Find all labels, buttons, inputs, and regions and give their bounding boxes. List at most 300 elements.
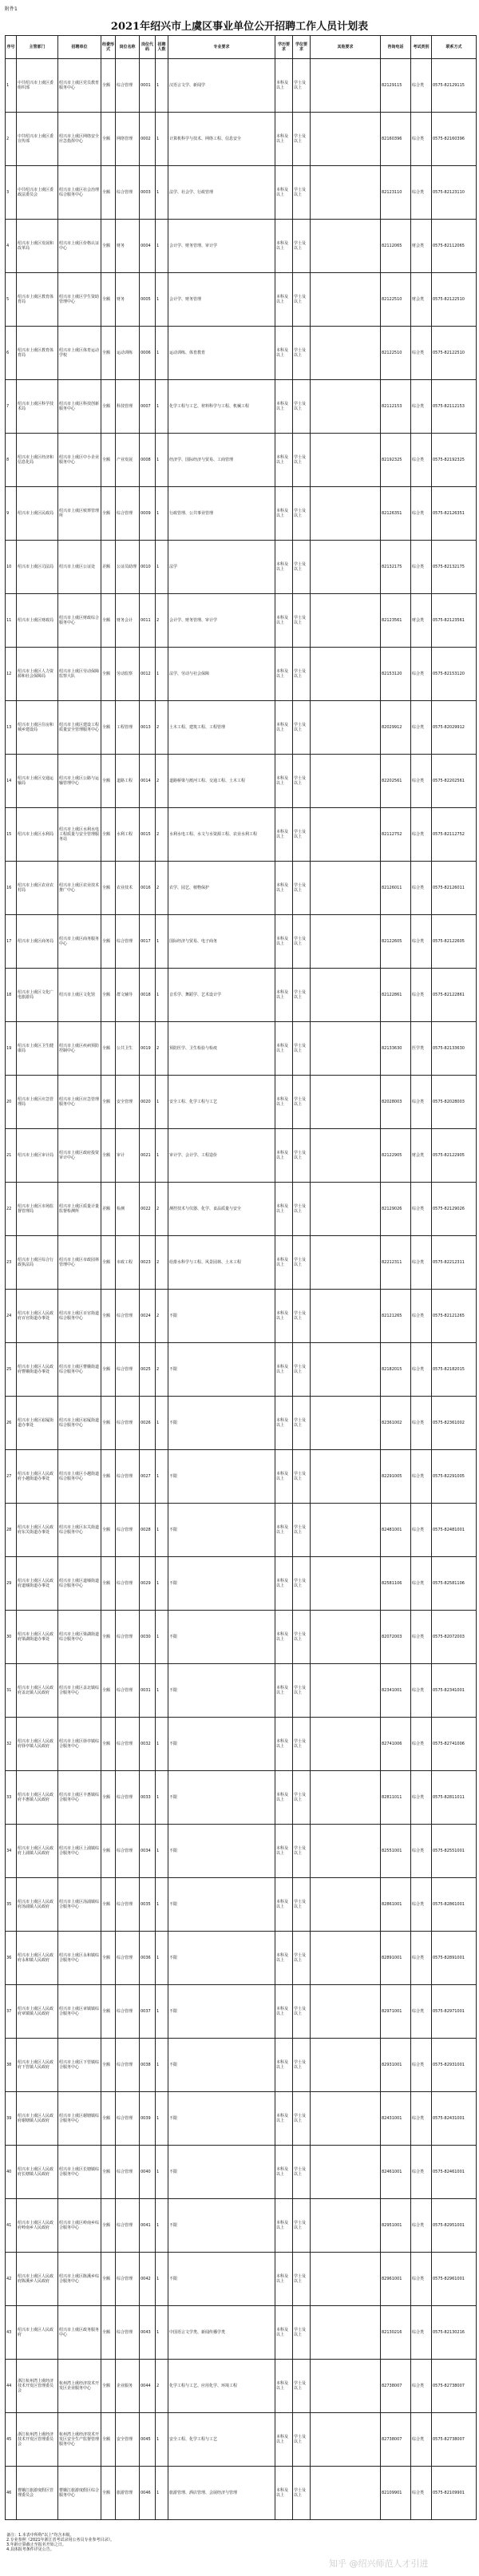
cell-unit: 绍兴市上虞区殡葬管理所 [58,487,101,541]
cell-phone: 82738007 [381,2360,411,2413]
table-row [6,327,477,380]
cell-contact: 0575-82130216 [432,2306,477,2360]
table-row [6,1397,477,1450]
cell-contact: 0575-82461001 [432,2146,477,2199]
cell-post: 综合管理 [116,2039,140,2092]
cell-cat: 综合类 [411,380,432,434]
table-row [6,808,477,862]
cell-code: 0027 [140,1450,156,1504]
cell-code: 0026 [140,1397,156,1450]
cell-edu: 本科及以上 [275,1450,293,1504]
cell-other [311,915,381,969]
cell-cat: 综合类 [411,701,432,755]
cell-cat: 综合类 [411,2253,432,2306]
cell-no: 7 [6,380,17,434]
table-row [6,969,477,1022]
cell-phone: 82072003 [381,1611,411,1664]
cell-code: 0009 [140,487,156,541]
cell-num: 1 [156,2467,168,2520]
cell-num: 2 [156,594,168,648]
cell-num: 1 [156,1504,168,1557]
watermark: 知乎 @绍兴师范人才引进 [329,2558,429,2569]
cell-unit: 绍兴市上虞区曹娥街道综合服务中心 [58,1343,101,1397]
table-row [6,1718,477,1771]
cell-no: 21 [6,1129,17,1183]
cell-degree: 学士及以上 [293,2146,311,2199]
cell-unit: 绍兴市上虞区财政综合服务中心 [58,594,101,648]
cell-code: 0012 [140,648,156,701]
cell-degree: 学士及以上 [293,1771,311,1825]
cell-dept: 绍兴市上虞区农业农村局 [17,862,58,915]
cell-major: 法学 [168,541,275,594]
cell-major: 不限 [168,2092,275,2146]
cell-unit: 绍兴市上虞区丰惠镇综合服务中心 [58,1771,101,1825]
cell-unit: 绍兴市上虞区陈溪乡综合服务中心 [58,2253,101,2306]
table-row [6,166,477,220]
cell-unit: 绍兴市上虞区谢塘镇综合服务中心 [58,2092,101,2146]
cell-unit: 绍兴市上虞区体育运动学校 [58,327,101,380]
cell-cat: 综合类 [411,1504,432,1557]
cell-dept: 绍兴市上虞区综合行政执法局 [17,1236,58,1290]
cell-unit: 绍兴市上虞区学生资助管理中心 [58,273,101,327]
cell-unit: 绍兴市上虞区东关街道综合服务中心 [58,1504,101,1557]
table-row [6,434,477,487]
cell-major: 不限 [168,1397,275,1450]
cell-num: 1 [156,1076,168,1129]
cell-degree: 学士及以上 [293,1932,311,1985]
table-row [6,1825,477,1878]
cell-edu: 本科及以上 [275,1343,293,1397]
cell-phone: 82123110 [381,166,411,220]
cell-dept: 绍兴市上虞区商务局 [17,915,58,969]
cell-degree: 学士及以上 [293,2360,311,2413]
cell-contact: 0575-82109901 [432,2467,477,2520]
cell-post: 综合管理 [116,1611,140,1664]
cell-post: 公共卫生 [116,1022,140,1076]
cell-num: 1 [156,380,168,434]
cell-major: 不限 [168,1504,275,1557]
cell-code: 0046 [140,2467,156,2520]
table-row [6,1290,477,1343]
cell-phone: 82122510 [381,327,411,380]
table-row [6,2253,477,2306]
cell-degree: 学士及以上 [293,1825,311,1878]
column-header: 专业要求 [168,36,275,59]
cell-fund: 差额 [101,1183,116,1236]
cell-no: 3 [6,166,17,220]
table-row [6,220,477,273]
cell-major: 不限 [168,1985,275,2039]
cell-other [311,1825,381,1878]
cell-other [311,1771,381,1825]
table-row [6,1022,477,1076]
cell-contact: 0575-82341001 [432,1664,477,1718]
cell-unit: 绍兴市上虞区长塘镇综合服务中心 [58,2146,101,2199]
cell-major: 安全工程、化学工程与工艺 [168,1076,275,1129]
table-row [6,594,477,648]
cell-unit: 绍兴市上虞区下管镇综合服务中心 [58,2039,101,2092]
cell-code: 0015 [140,808,156,862]
cell-edu: 本科及以上 [275,166,293,220]
cell-phone: 82129115 [381,59,411,113]
cell-cat: 综合类 [411,2413,432,2467]
cell-phone: 82112752 [381,808,411,862]
cell-other [311,1611,381,1664]
cell-major: 旅游管理、酒店管理、会展经济与管理 [168,2467,275,2520]
cell-cat: 综合类 [411,1825,432,1878]
cell-other [311,1718,381,1771]
cell-fund: 全额 [101,969,116,1022]
cell-post: 综合管理 [116,2146,140,2199]
cell-code: 0024 [140,1290,156,1343]
cell-fund: 全额 [101,1343,116,1397]
cell-degree: 学士及以上 [293,1557,311,1611]
cell-contact: 0575-82581106 [432,1557,477,1611]
cell-contact: 0575-82212311 [432,1236,477,1290]
cell-fund: 全额 [101,59,116,113]
cell-dept: 绍兴市上虞区人民政府驿亭镇人民政府 [17,1718,58,1771]
cell-post: 综合管理 [116,1397,140,1450]
cell-major: 中国语言文学类、新闻传播学类 [168,2306,275,2360]
cell-degree: 学士及以上 [293,2413,311,2467]
cell-other [311,1183,381,1236]
column-header: 学历要求 [275,36,293,59]
cell-code: 0035 [140,1878,156,1932]
cell-unit: 绍兴市上虞区上浦镇综合服务中心 [58,1825,101,1878]
cell-dept: 绍兴市上虞区交通运输局 [17,755,58,808]
cell-unit: 绍兴市上虞区社会治理综合服务中心 [58,166,101,220]
cell-degree: 学士及以上 [293,1504,311,1557]
cell-phone: 82551001 [381,1825,411,1878]
cell-phone: 82431001 [381,2092,411,2146]
cell-cat: 综合类 [411,434,432,487]
cell-post: 群文辅导 [116,969,140,1022]
table-row [6,862,477,915]
cell-other [311,487,381,541]
cell-contact: 0575-82123110 [432,166,477,220]
cell-post: 产业发展 [116,434,140,487]
cell-unit: 绍兴市上虞区崧厦街道综合服务中心 [58,1397,101,1450]
cell-unit: 绍兴市上虞区公证处 [58,541,101,594]
cell-major: 不限 [168,1343,275,1397]
cell-dept: 绍兴市上虞区应急管理局 [17,1076,58,1129]
cell-post: 企业服务 [116,2360,140,2413]
cell-fund: 全额 [101,701,116,755]
cell-degree: 学士及以上 [293,434,311,487]
cell-unit: 绍兴市上虞区百官街道综合服务中心 [58,1290,101,1343]
column-header: 其他要求 [311,36,381,59]
cell-major: 不限 [168,1664,275,1718]
cell-contact: 0575-82811011 [432,1771,477,1825]
cell-contact: 0575-82153120 [432,648,477,701]
table-row [6,648,477,701]
cell-no: 6 [6,327,17,380]
cell-post: 综合管理 [116,166,140,220]
cell-cat: 综合类 [411,862,432,915]
cell-edu: 本科及以上 [275,1290,293,1343]
cell-no: 35 [6,1878,17,1932]
cell-edu: 本科及以上 [275,273,293,327]
cell-fund: 全额 [101,1611,116,1664]
cell-fund: 全额 [101,1557,116,1611]
cell-contact: 0575-82133630 [432,1022,477,1076]
cell-other [311,1076,381,1129]
cell-code: 0022 [140,1183,156,1236]
cell-no: 43 [6,2306,17,2360]
cell-no: 32 [6,1718,17,1771]
cell-dept: 绍兴市上虞区人民政府汤浦镇人民政府 [17,1878,58,1932]
cell-num: 1 [156,1932,168,1985]
cell-other [311,808,381,862]
cell-major: 不限 [168,1611,275,1664]
cell-post: 公证员助理 [116,541,140,594]
cell-post: 综合管理 [116,487,140,541]
cell-cat: 综合类 [411,327,432,380]
cell-phone: 82123561 [381,594,411,648]
cell-edu: 本科及以上 [275,380,293,434]
table-row [6,2467,477,2520]
cell-phone: 82153120 [381,648,411,701]
cell-post: 综合管理 [116,1450,140,1504]
cell-edu: 本科及以上 [275,1557,293,1611]
cell-edu: 本科及以上 [275,1183,293,1236]
cell-phone: 82212311 [381,1236,411,1290]
cell-contact: 0575-82951001 [432,2199,477,2253]
cell-post: 综合管理 [116,2306,140,2360]
cell-major: 运动训练、体育教育 [168,327,275,380]
cell-contact: 0575-82971001 [432,1985,477,2039]
table-row [6,273,477,327]
cell-cat: 综合类 [411,487,432,541]
cell-fund: 全额 [101,1504,116,1557]
cell-other [311,380,381,434]
cell-no: 28 [6,1504,17,1557]
cell-no: 19 [6,1022,17,1076]
cell-no: 27 [6,1450,17,1504]
cell-edu: 本科及以上 [275,1076,293,1129]
cell-phone: 82130216 [381,2306,411,2360]
cell-phone: 82931001 [381,2039,411,2092]
cell-num: 1 [156,1450,168,1504]
cell-dept: 绍兴市上虞区人民政府丰惠镇人民政府 [17,1771,58,1825]
cell-dept: 绍兴市上虞区发展和改革局 [17,220,58,273]
cell-fund: 全额 [101,1932,116,1985]
cell-degree: 学士及以上 [293,487,311,541]
cell-contact: 0575-82129026 [432,1183,477,1236]
cell-no: 31 [6,1664,17,1718]
cell-code: 0008 [140,434,156,487]
cell-unit: 绍兴市上虞区驿亭镇综合服务中心 [58,1718,101,1771]
cell-post: 劳动监察 [116,648,140,701]
column-header: 联系方式 [432,36,477,59]
cell-unit: 绍兴市上虞区小越街道综合服务中心 [58,1450,101,1504]
cell-edu: 本科及以上 [275,113,293,166]
cell-degree: 学士及以上 [293,915,311,969]
cell-cat: 综合类 [411,2306,432,2360]
cell-other [311,2467,381,2520]
cell-edu: 本科及以上 [275,220,293,273]
cell-fund: 全额 [101,808,116,862]
cell-edu: 本科及以上 [275,1932,293,1985]
cell-contact: 0575-82192325 [432,434,477,487]
cell-no: 8 [6,434,17,487]
cell-code: 0025 [140,1343,156,1397]
cell-post: 综合管理 [116,1557,140,1611]
cell-code: 0005 [140,273,156,327]
cell-fund: 全额 [101,648,116,701]
cell-edu: 本科及以上 [275,648,293,701]
cell-phone: 82122905 [381,1129,411,1183]
cell-degree: 学士及以上 [293,1236,311,1290]
cell-major: 不限 [168,1771,275,1825]
cell-degree: 学士及以上 [293,2092,311,2146]
cell-no: 45 [6,2413,17,2467]
cell-no: 10 [6,541,17,594]
cell-num: 2 [156,862,168,915]
cell-code: 0045 [140,2413,156,2467]
cell-cat: 综合类 [411,113,432,166]
cell-code: 0041 [140,2199,156,2253]
table-row [6,755,477,808]
cell-fund: 全额 [101,862,116,915]
cell-dept: 浙江杭州湾上虞经济技术开发区管理委员会 [17,2360,58,2413]
cell-dept: 绍兴市上虞区人民政府东关街道办事处 [17,1504,58,1557]
cell-cat: 综合类 [411,166,432,220]
cell-other [311,1985,381,2039]
cell-edu: 本科及以上 [275,808,293,862]
cell-major: 给排水科学与工程、风景园林、土木工程 [168,1236,275,1290]
cell-other [311,648,381,701]
cell-degree: 学士及以上 [293,648,311,701]
cell-cat: 综合类 [411,1718,432,1771]
cell-phone: 82160396 [381,113,411,166]
cell-num: 1 [156,327,168,380]
cell-num: 1 [156,434,168,487]
cell-dept: 绍兴市上虞区科学技术局 [17,380,58,434]
cell-other [311,113,381,166]
cell-other [311,594,381,648]
cell-degree: 学士及以上 [293,2467,311,2520]
cell-code: 0042 [140,2253,156,2306]
cell-phone: 82112153 [381,380,411,434]
cell-fund: 全额 [101,1718,116,1771]
cell-fund: 全额 [101,2199,116,2253]
cell-cat: 综合类 [411,808,432,862]
cell-edu: 本科及以上 [275,2199,293,2253]
cell-code: 0010 [140,541,156,594]
cell-post: 旅游管理 [116,2467,140,2520]
cell-phone: 82029912 [381,701,411,755]
cell-num: 1 [156,166,168,220]
cell-edu: 本科及以上 [275,862,293,915]
cell-edu: 本科及以上 [275,1022,293,1076]
cell-post: 网络管理 [116,113,140,166]
cell-phone: 82122605 [381,915,411,969]
cell-code: 0031 [140,1664,156,1718]
cell-code: 0002 [140,113,156,166]
table-row [6,487,477,541]
cell-contact: 0575-82129115 [432,59,477,113]
cell-dept: 绍兴市上虞区民政局 [17,487,58,541]
cell-num: 1 [156,1825,168,1878]
cell-fund: 全额 [101,1076,116,1129]
cell-contact: 0575-82738007 [432,2413,477,2467]
cell-phone: 82129026 [381,1183,411,1236]
cell-post: 综合管理 [116,1771,140,1825]
cell-fund: 全额 [101,2306,116,2360]
cell-post: 综合管理 [116,2253,140,2306]
cell-degree: 学士及以上 [293,1611,311,1664]
cell-no: 36 [6,1932,17,1985]
cell-other [311,1504,381,1557]
cell-cat: 综合类 [411,915,432,969]
cell-phone: 82122861 [381,969,411,1022]
cell-cat: 综合类 [411,1450,432,1504]
cell-cat: 医学类 [411,1022,432,1076]
cell-degree: 学士及以上 [293,969,311,1022]
cell-post: 综合管理 [116,1504,140,1557]
cell-edu: 本科及以上 [275,1825,293,1878]
table-row [6,2413,477,2467]
cell-code: 0016 [140,862,156,915]
cell-fund: 全额 [101,2039,116,2092]
cell-fund: 全额 [101,755,116,808]
cell-major: 会计学、财务管理、审计学 [168,594,275,648]
cell-phone: 82481001 [381,1504,411,1557]
cell-contact: 0575-82126011 [432,862,477,915]
cell-num: 2 [156,2360,168,2413]
cell-degree: 学士及以上 [293,1343,311,1397]
cell-contact: 0575-82741006 [432,1718,477,1771]
cell-cat: 综合类 [411,1771,432,1825]
cell-num: 2 [156,1022,168,1076]
table-row [6,1450,477,1504]
cell-other [311,862,381,915]
cell-no: 14 [6,755,17,808]
cell-code: 0017 [140,915,156,969]
cell-dept: 绍兴市上虞区文化广电旅游局 [17,969,58,1022]
cell-unit: 绍兴市上虞区应急管理服务中心 [58,1076,101,1129]
table-row [6,1771,477,1825]
cell-dept: 绍兴市上虞区司法局 [17,541,58,594]
cell-other [311,2253,381,2306]
cell-dept: 绍兴市上虞区人民政府上浦镇人民政府 [17,1825,58,1878]
cell-code: 0028 [140,1504,156,1557]
cell-major: 不限 [168,1450,275,1504]
cell-post: 安全管理 [116,1076,140,1129]
cell-edu: 本科及以上 [275,541,293,594]
cell-cat: 综合类 [411,1343,432,1397]
cell-unit: 绍兴市上虞区岭南乡综合服务中心 [58,2199,101,2253]
footnote-line: 备注：1.本表中所称"以上"均含本级。 [6,2533,74,2538]
cell-degree: 学士及以上 [293,1450,311,1504]
cell-contact: 0575-82122510 [432,273,477,327]
cell-num: 1 [156,1985,168,2039]
cell-no: 30 [6,1611,17,1664]
cell-edu: 本科及以上 [275,1236,293,1290]
cell-other [311,59,381,113]
cell-fund: 全额 [101,1397,116,1450]
cell-unit: 绍兴市上虞区盖北镇综合服务中心 [58,1664,101,1718]
table-row [6,1236,477,1290]
table-row [6,1129,477,1183]
cell-fund: 全额 [101,1236,116,1290]
cell-code: 0003 [140,166,156,220]
cell-major: 法学、劳动与社会保障 [168,648,275,701]
cell-code: 0029 [140,1557,156,1611]
cell-major: 不限 [168,1878,275,1932]
cell-unit: 绍兴市上虞区政务服务中心 [58,2306,101,2360]
